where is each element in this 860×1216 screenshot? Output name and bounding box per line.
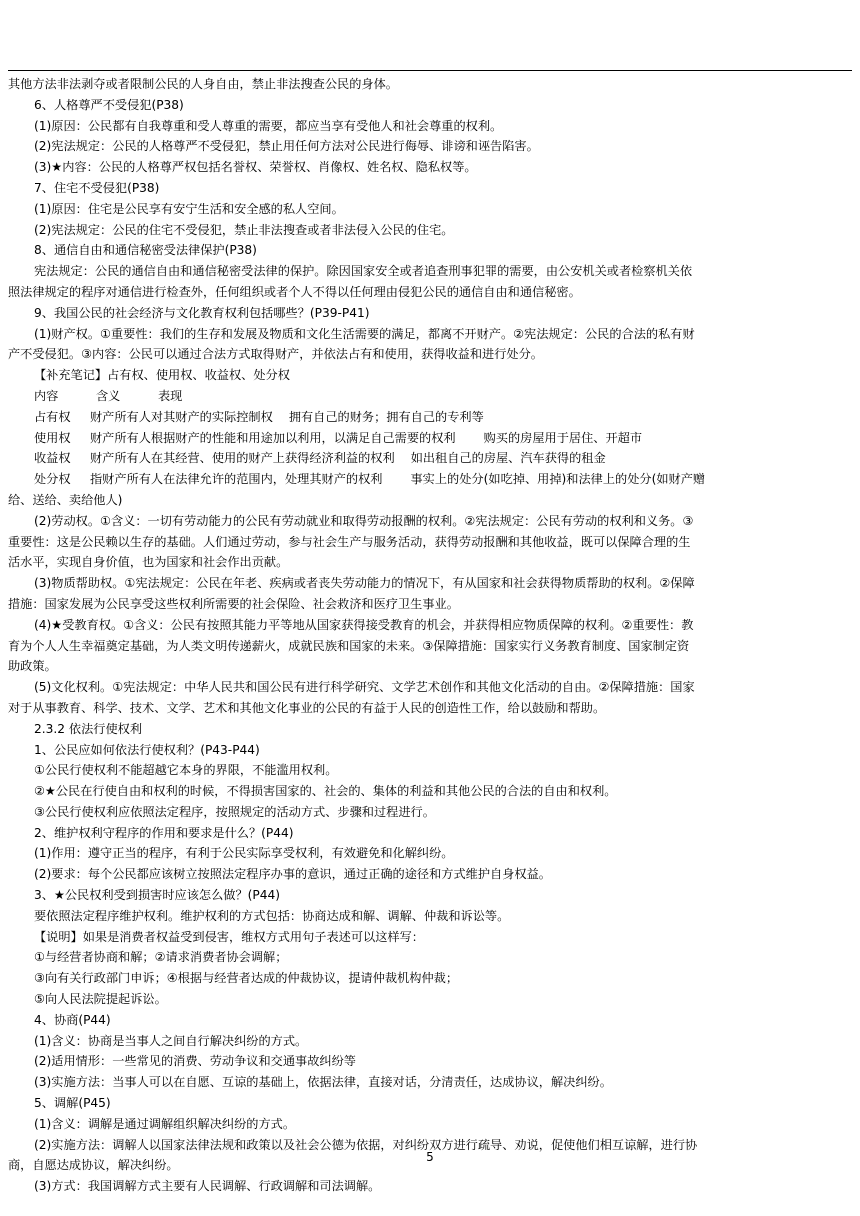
text-line: 要依照法定程序维护权利。维护权利的方式包括：协商达成和解、调解、仲裁和诉讼等。 (34, 908, 510, 923)
text-line: (2)宪法规定：公民的住宅不受侵犯，禁止非法搜查或者非法侵入公民的住宅。 (34, 222, 454, 237)
table-header-cell: 含义 (96, 388, 121, 403)
table-rows (8, 407, 854, 490)
text-line: (2)劳动权。①含义：一切有劳动能力的公民有劳动就业和取得劳动报酬的权利。②宪法规定：公民有劳动的权利和义务。③ (34, 513, 694, 528)
text-line: (1)作用：遵守正当的程序，有利于公民实际享受权利，有效避免和化解纠纷。 (34, 846, 454, 861)
text-line: (2)要求：每个公民都应该树立按照法定程序办事的意识，通过正确的途径和方式维护自身权益。 (34, 867, 551, 882)
text-line: (1)原因：住宅是公民享有安宁生活和安全感的私人空间。 (34, 201, 344, 216)
table-cell-example: 拥有自己的财务；拥有自己的专利等 (288, 409, 484, 424)
table-cell-right-name: 占有权 (34, 409, 71, 424)
page-number: 5 (426, 1150, 434, 1164)
document-body (8, 74, 854, 1197)
text-line: 【补充笔记】占有权、使用权、收益权、处分权 (34, 368, 290, 383)
text-line: 照法律规定的程序对通信进行检查外，任何组织或者个人不得以任何理由侵犯公民的通信自由和通信秘密。 (8, 284, 581, 299)
table-cell-right-name: 收益权 (34, 451, 71, 466)
cell-spacer (273, 407, 289, 428)
table-header-cell: 内容 (34, 388, 59, 403)
text-line: 2、维护权利守程序的作用和要求是什么？(P44) (34, 825, 294, 840)
cell-spacer (456, 428, 484, 449)
table-cell-example: 购买的房屋用于居住、开超市 (483, 430, 643, 445)
text-line: ③向有关行政部门申诉；④根据与经营者达成的仲裁协议，提请仲裁机构仲裁； (34, 971, 459, 986)
text-line: (3)实施方法：当事人可以在自愿、互谅的基础上，依据法律，直接对话，分清责任，达成协议，解决纠纷。 (34, 1075, 612, 1090)
text-line: (3)物质帮助权。①宪法规定：公民在年老、疾病或者丧失劳动能力的情况下，有从国家和社会获得物质帮助的权利。②保障 (34, 576, 695, 591)
table-cell-example: 如出租自己的房屋、汽车获得的租金 (410, 451, 606, 466)
text-line: 7、住宅不受侵犯(P38) (34, 180, 160, 195)
text-line: (3)方式：我国调解方式主要有人民调解、行政调解和司法调解。 (34, 1179, 381, 1194)
table-cell-right-name: 处分权 (34, 472, 71, 487)
cell-spacer (395, 448, 411, 469)
text-line: (1)原因：公民都有自我尊重和受人尊重的需要，都应当享有受他人和社会尊重的权利。 (34, 118, 503, 133)
text-line: 3、★公民权利受到损害时应该怎么做？(P44) (34, 888, 281, 903)
text-line: (3)★内容：公民的人格尊严权包括名誉权、荣誉权、肖像权、姓名权、隐私权等。 (34, 160, 477, 175)
text-line: (2)适用情形：一些常见的消费、劳动争议和交通事故纠纷等 (34, 1054, 356, 1069)
text-line: 【说明】如果是消费者权益受到侵害，维权方式用句子表述可以这样写： (34, 929, 424, 944)
text-line: 给、送给、卖给他人) (8, 492, 123, 507)
text-line: (1)含义：协商是当事人之间自行解决纠纷的方式。 (34, 1033, 308, 1048)
table-cell-example: 事实上的处分(如吃掉、用掉)和法律上的处分(如财产赠 (410, 472, 706, 487)
text-line: 活水平，实现自身价值，也为国家和社会作出贡献。 (8, 555, 289, 570)
cell-spacer (383, 469, 411, 490)
text-line: (1)财产权。①重要性：我们的生存和发展及物质和文化生活需要的满足，都离不开财产。②宪法规定：公民的合法的私有财 (34, 326, 695, 341)
text-block-2 (8, 490, 854, 1197)
text-line: ①公民行使权利不能超越它本身的界限，不能滥用权利。 (34, 763, 338, 778)
table-cell-meaning: 指财产所有人在法律允许的范围内，处理其财产的权利 (90, 472, 383, 487)
text-line: 2.3.2 依法行使权利 (34, 721, 143, 736)
text-line: (2)宪法规定：公民的人格尊严不受侵犯，禁止用任何方法对公民进行侮辱、诽谤和诬告陷害。 (34, 139, 539, 154)
text-line: 产不受侵犯。③内容：公民可以通过合法方式取得财产，并依法占有和使用，获得收益和进行处分。 (8, 347, 543, 362)
text-line: (1)含义：调解是通过调解组织解决纠纷的方式。 (34, 1116, 296, 1131)
text-line: ①与经营者协商和解；②请求消费者协会调解； (34, 950, 288, 965)
text-line: ⑤向人民法院提起诉讼。 (34, 992, 167, 1007)
header-rule (8, 70, 852, 71)
text-line: 1、公民应如何依法行使权利？(P43-P44) (34, 742, 260, 757)
text-line: 9、我国公民的社会经济与文化教育权利包括哪些？(P39-P41) (34, 305, 370, 320)
text-line: 其他方法非法剥夺或者限制公民的人身自由，禁止非法搜查公民的身体。 (8, 77, 398, 91)
text-line: (2)实施方法：调解人以国家法律法规和政策以及社会公德为依据，对纠纷双方进行疏导、劝说，促使他们相互谅解，进行协 (34, 1137, 698, 1152)
text-line: 8、通信自由和通信秘密受法律保护(P38) (34, 243, 257, 258)
table-cell-right-name: 使用权 (34, 430, 71, 445)
text-line: 育为个人人生幸福奠定基础，为人类文明传递薪火，成就民族和国家的未来。③保障措施：国家实行义务教育制度、国家制定资 (8, 638, 690, 653)
table-row (8, 428, 854, 449)
text-line: (5)文化权利。①宪法规定：中华人民共和国公民有进行科学研究、文学艺术创作和其他文化活动的自由。②保障措施：国家 (34, 680, 695, 695)
text-line: 4、协商(P44) (34, 1012, 111, 1027)
text-line: 助政策。 (8, 659, 57, 674)
table-row (8, 448, 854, 469)
table-cell-meaning: 财产所有人根据财产的性能和用途加以利用，以满足自己需要的权利 (90, 430, 456, 445)
text-line: 对于从事教育、科学、技术、文学、艺术和其他文化事业的公民的有益于人民的创造性工作，给以鼓励和帮助。 (8, 700, 606, 715)
table-cell-meaning: 财产所有人在其经营、使用的财产上获得经济利益的权利 (90, 451, 395, 466)
text-line: 6、人格尊严不受侵犯(P38) (34, 97, 184, 112)
table-cell-meaning: 财产所有人对其财产的实际控制权 (90, 409, 273, 424)
text-line: 商，自愿达成协议，解决纠纷。 (8, 1158, 179, 1173)
property-rights-table (8, 386, 854, 490)
table-row (8, 407, 854, 428)
table-header-cell: 表现 (158, 388, 183, 403)
text-line: 重要性：这是公民赖以生存的基础。人们通过劳动，参与社会生产与服务活动，获得劳动报酬和其他收益，既可以保障合理的生 (8, 534, 691, 549)
text-line: 5、调解(P45) (34, 1096, 111, 1111)
table-row (8, 469, 854, 490)
table-header-row (8, 386, 854, 407)
text-block-1 (8, 74, 854, 386)
text-line: (4)★受教育权。①含义：公民有按照其能力平等地从国家获得接受教育的机会，并获得相应物质保障的权利。②重要性：教 (34, 617, 694, 632)
text-line: 宪法规定：公民的通信自由和通信秘密受法律的保护。除因国家安全或者追查刑事犯罪的需要，由公安机关或者检察机关依 (34, 264, 693, 279)
text-line: ②★公民在行使自由和权利的时候，不得损害国家的、社会的、集体的利益和其他公民的合法的自由和权利。 (34, 784, 617, 799)
text-line: ③公民行使权利应依照法定程序，按照规定的活动方式、步骤和过程进行。 (34, 804, 435, 819)
text-line: 措施：国家发展为公民享受这些权利所需要的社会保险、社会救济和医疗卫生事业。 (8, 596, 459, 611)
